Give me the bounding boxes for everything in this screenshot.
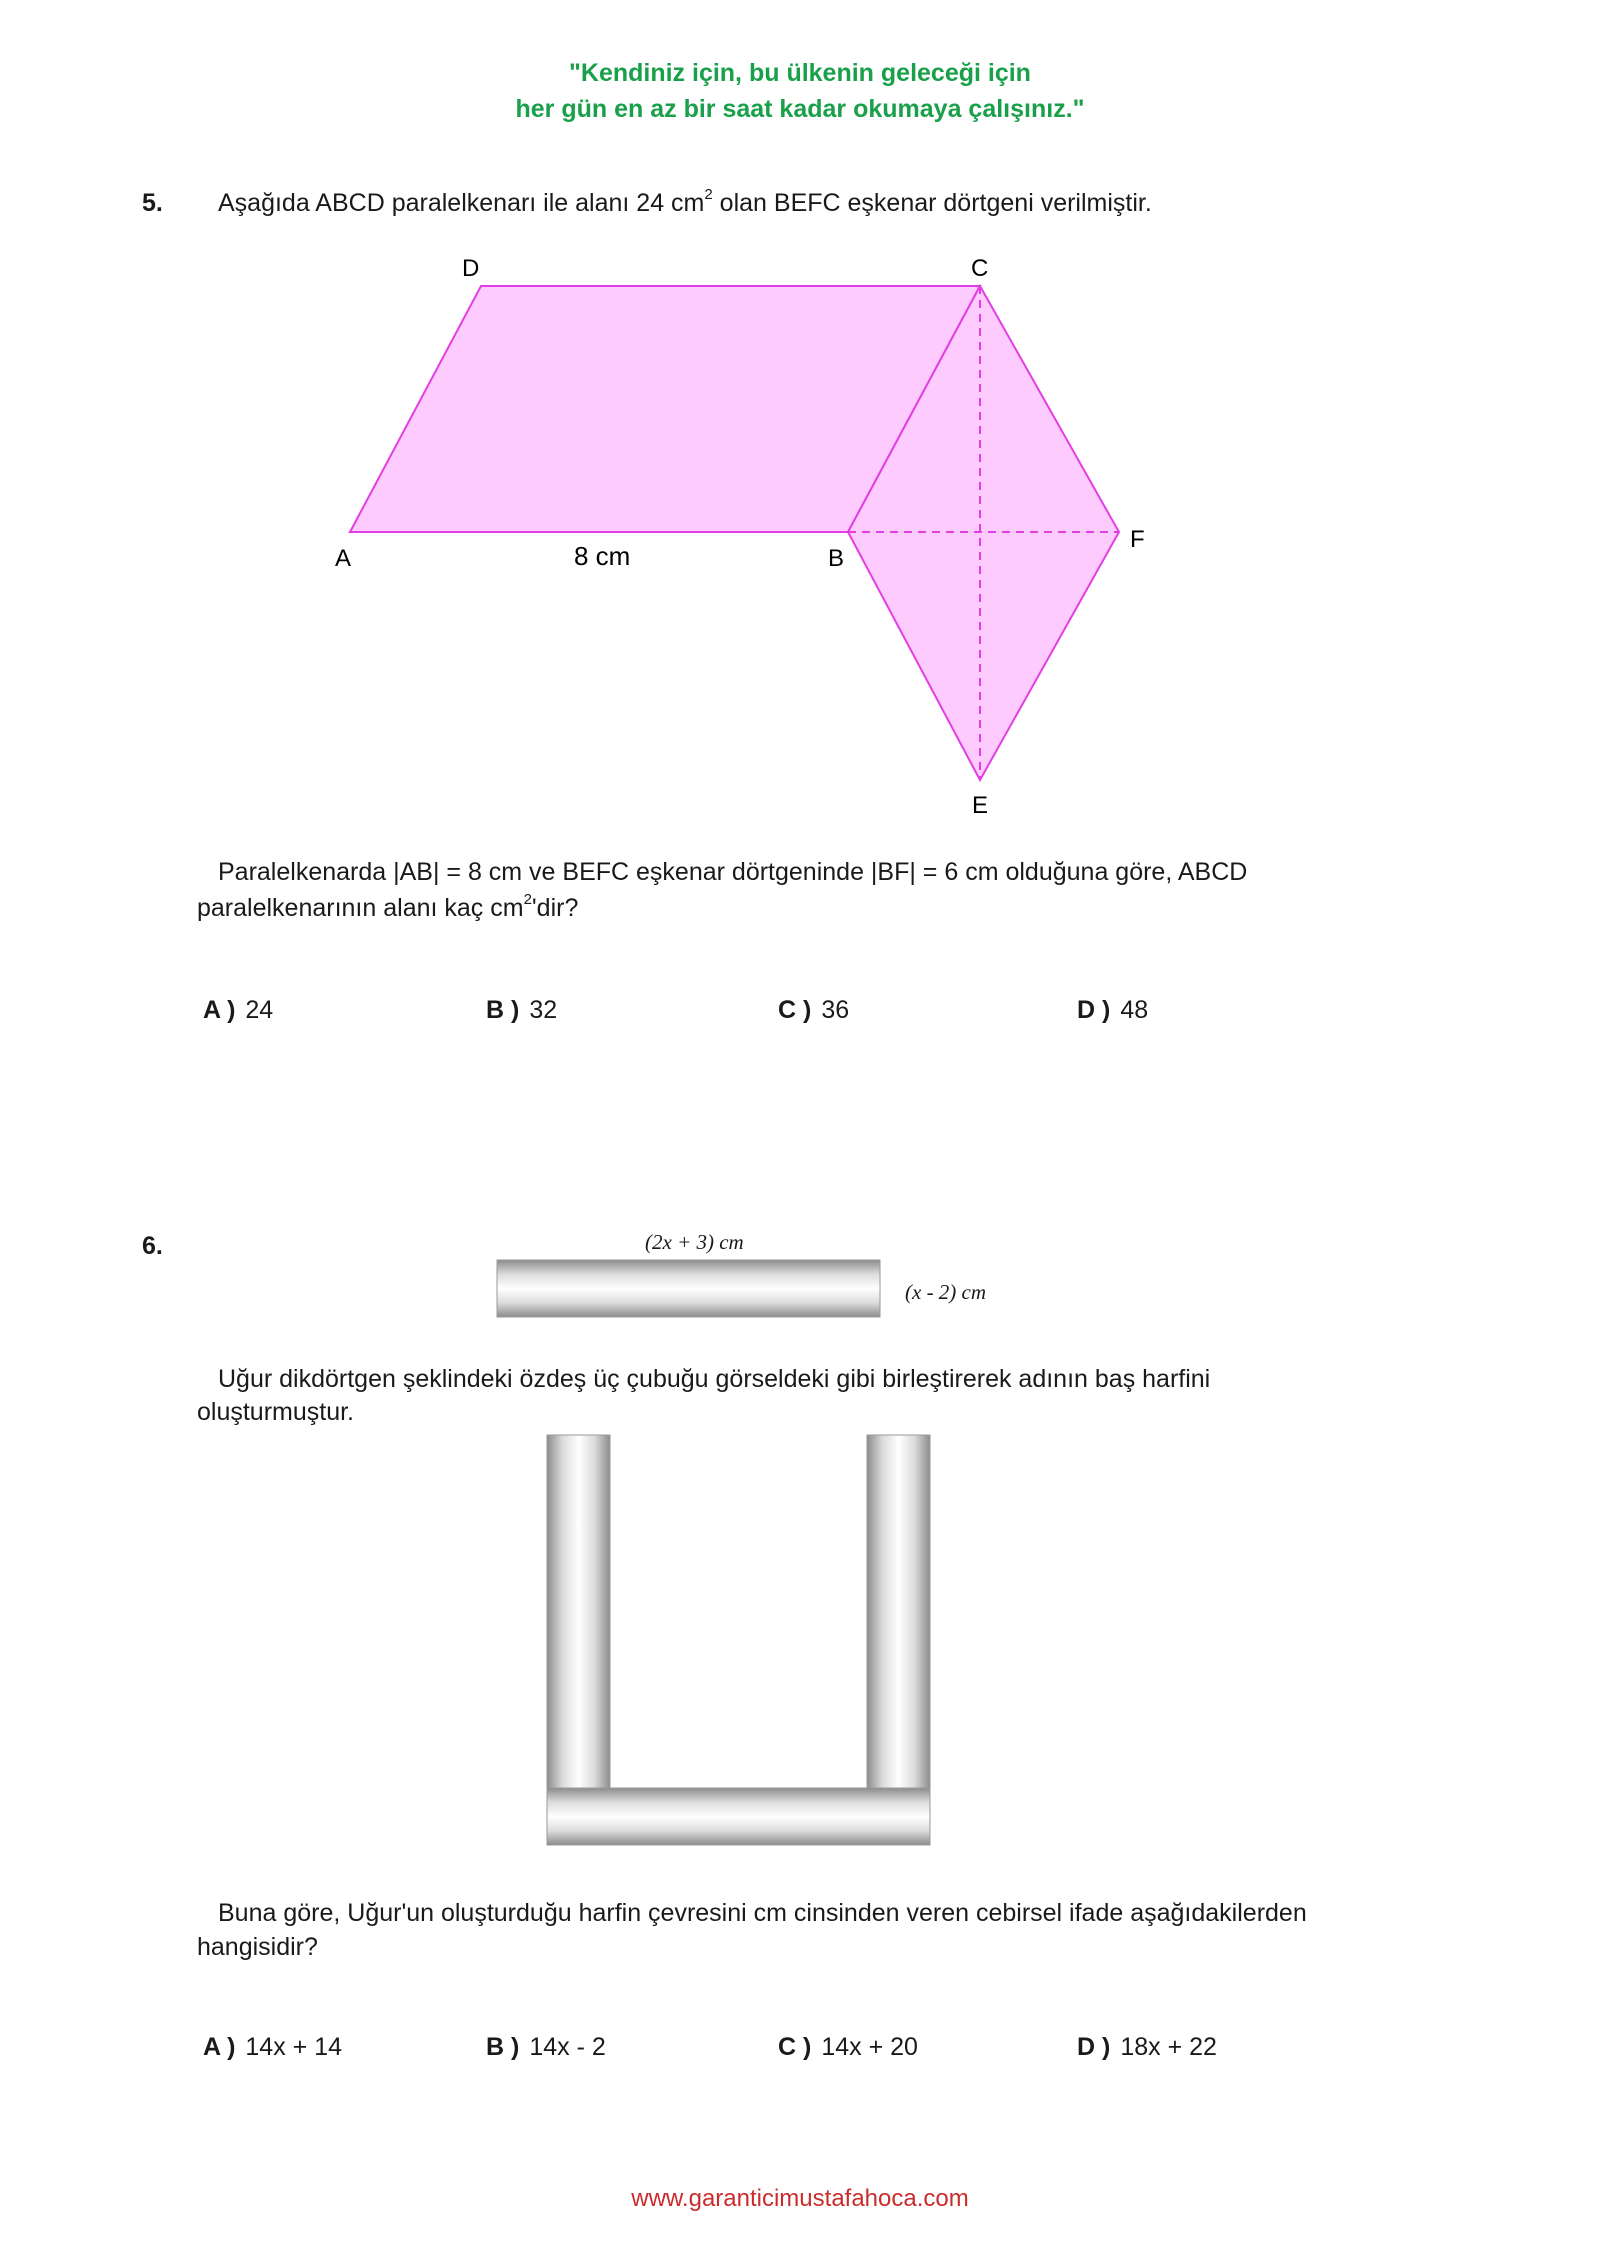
question-6-option-b[interactable]: [486, 2033, 606, 2062]
vertex-label-d: D: [462, 255, 480, 282]
vertex-label-a: A: [335, 545, 352, 572]
vertex-label-c: C: [971, 255, 989, 282]
question-5-body-line-1: Paralelkenarda |AB| = 8 cm ve BEFC eşkenar dörtgeninde |BF| = 6 cm olduğuna göre, ABCD: [218, 858, 1248, 886]
question-6-question-line-2: hangisidir?: [197, 1933, 318, 1961]
option-letter: A ): [203, 996, 236, 1024]
vertex-label-e: E: [972, 792, 989, 819]
question-6-question-line-1: Buna göre, Uğur'un oluşturduğu harfin çevresini cm cinsinden veren cebirsel ifade aşağıdakilerden: [218, 1899, 1307, 1927]
option-value: 14x + 20: [821, 2033, 918, 2061]
option-letter: A ): [203, 2033, 236, 2061]
question-5-body-superscript: 2: [523, 891, 532, 908]
length-label-ab: 8 cm: [574, 541, 631, 571]
rod-length-label: (2x + 3) cm: [645, 1230, 744, 1254]
question-5-body-text-b: 'dir?: [531, 894, 579, 922]
option-letter: C ): [778, 2033, 812, 2061]
option-value: 36: [821, 996, 850, 1024]
footer-website-link[interactable]: www.garanticimustafahoca.com: [631, 2185, 969, 2212]
option-value: 24: [245, 996, 274, 1024]
question-5-body-text-a: paralelkenarının alanı kaç cm: [197, 894, 524, 922]
question-5-intro-superscript: 2: [704, 186, 713, 203]
option-value: 14x - 2: [529, 2033, 606, 2061]
rod-width-label: (x - 2) cm: [905, 1280, 987, 1304]
option-letter: D ): [1077, 996, 1111, 1024]
u-bottom-rod: [547, 1788, 930, 1845]
single-rod: [497, 1260, 880, 1317]
option-letter: B ): [486, 2033, 520, 2061]
option-letter: B ): [486, 996, 520, 1024]
question-6-body-line-1: Uğur dikdörtgen şeklindeki özdeş üç çubuğu görseldeki gibi birleştirerek adının baş harfini: [218, 1365, 1211, 1393]
question-5-intro-text-a: Aşağıda ABCD paralelkenarı ile alanı 24 cm: [218, 189, 705, 217]
option-letter: C ): [778, 996, 812, 1024]
option-value: 18x + 22: [1120, 2033, 1217, 2061]
option-letter: D ): [1077, 2033, 1111, 2061]
option-value: 48: [1120, 996, 1149, 1024]
question-6-number: 6.: [142, 1232, 163, 1260]
option-value: 32: [529, 996, 558, 1024]
question-6-option-d[interactable]: [1077, 2033, 1217, 2062]
motto-line-1: "Kendiniz için, bu ülkenin geleceği için: [569, 59, 1031, 87]
u-left-rod: [547, 1435, 610, 1789]
question-6-option-c[interactable]: [778, 2033, 918, 2062]
question-5-intro-text-b: olan BEFC eşkenar dörtgeni verilmiştir.: [712, 189, 1152, 217]
motto-line-2: her gün en az bir saat kadar okumaya çalışınız.": [515, 95, 1085, 123]
u-right-rod: [867, 1435, 930, 1789]
option-value: 14x + 14: [245, 2033, 343, 2061]
vertex-label-b: B: [828, 545, 845, 572]
question-5-number: 5.: [142, 189, 163, 217]
vertex-label-f: F: [1130, 526, 1145, 553]
question-6-body-line-2: oluşturmuştur.: [197, 1398, 355, 1426]
question-6-option-a[interactable]: [203, 2033, 342, 2062]
